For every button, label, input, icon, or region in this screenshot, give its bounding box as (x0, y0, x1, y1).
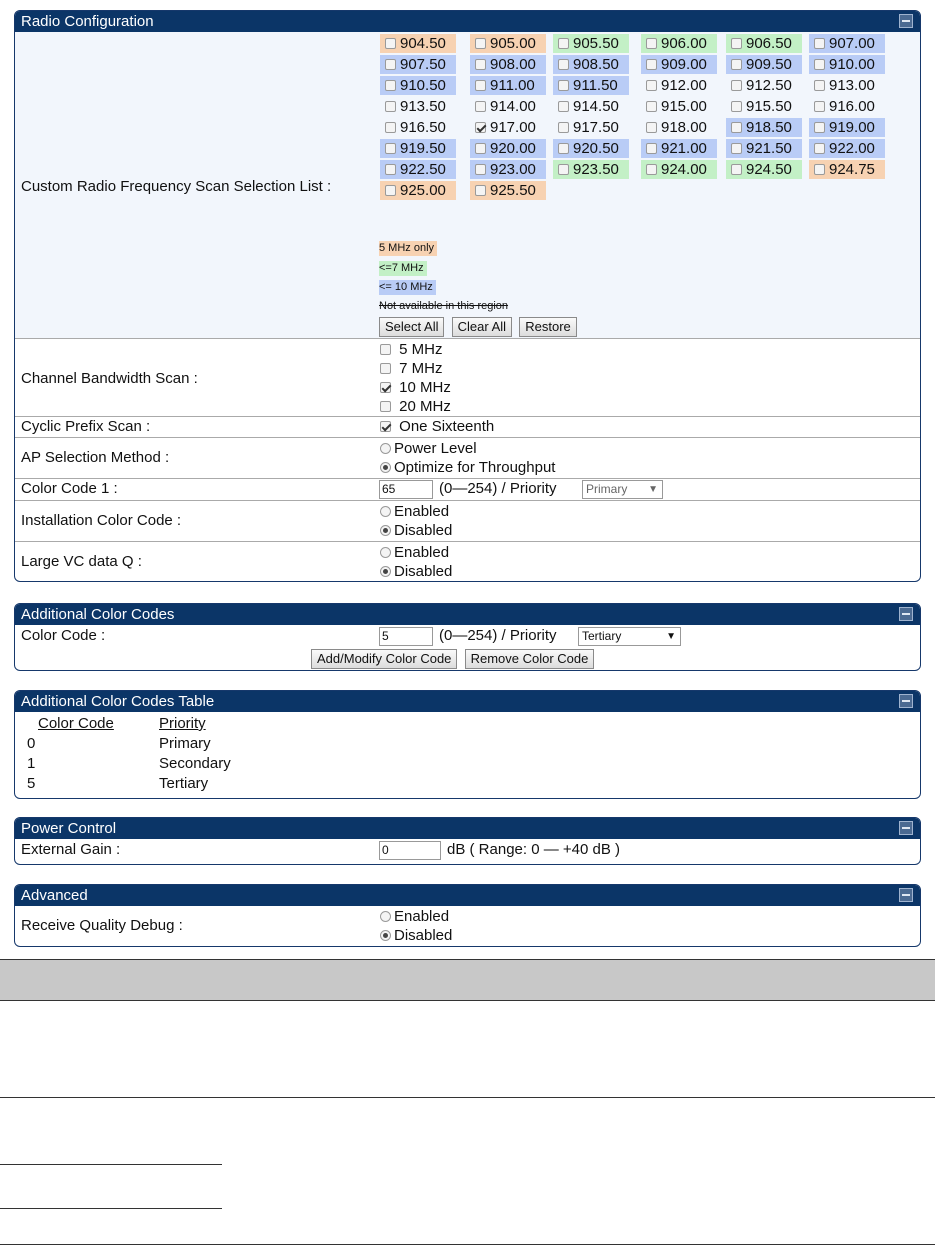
frequency-option[interactable] (380, 97, 456, 116)
power-control-panel (14, 817, 921, 865)
frequency-option[interactable] (809, 118, 885, 137)
checkbox-icon[interactable] (475, 185, 486, 196)
frequency-label: 907.00 (829, 35, 875, 52)
bandwidth-5mhz[interactable]: 5 MHz (380, 340, 451, 359)
frequency-label: 913.00 (829, 77, 875, 94)
radio-checked-icon[interactable] (380, 930, 391, 941)
panel-title: Power Control (21, 820, 117, 837)
frequency-label: 918.00 (661, 119, 707, 136)
checkbox-icon[interactable] (558, 122, 569, 133)
frequency-label: 920.50 (573, 140, 619, 157)
frequency-label: 924.00 (661, 161, 707, 178)
frequency-option[interactable] (726, 34, 802, 53)
bandwidth-7mhz[interactable]: 7 MHz (380, 359, 451, 378)
clear-all-button[interactable]: Clear All (452, 317, 512, 337)
additional-cc-label: Color Code : (21, 627, 106, 644)
color-codes-table (15, 712, 920, 798)
checkbox-checked-icon[interactable] (380, 382, 391, 393)
additional-cc-priority-select[interactable]: Tertiary ▼ (578, 627, 681, 646)
panel-title: Additional Color Codes (21, 606, 175, 623)
frequency-label: 922.50 (400, 161, 446, 178)
frequency-option[interactable] (726, 118, 802, 137)
table-divider (0, 1208, 222, 1209)
frequency-label: 912.50 (746, 77, 792, 94)
frequency-option[interactable] (470, 139, 546, 158)
checkbox-icon[interactable] (814, 59, 825, 70)
collapse-icon[interactable] (899, 821, 913, 835)
color-code-1-range: (0—254) / Priority (439, 480, 557, 497)
panel-header (15, 11, 920, 32)
collapse-icon[interactable] (899, 694, 913, 708)
color-codes-table-panel (14, 690, 921, 799)
frequency-label: 915.00 (661, 98, 707, 115)
dropdown-arrow-icon: ▼ (648, 484, 658, 495)
frequency-option[interactable] (641, 160, 717, 179)
frequency-label: 910.50 (400, 77, 446, 94)
receive-quality-disabled[interactable]: Disabled (380, 926, 452, 945)
panel-title: Advanced (21, 887, 88, 904)
frequency-label: 921.00 (661, 140, 707, 157)
checkbox-icon[interactable] (731, 143, 742, 154)
checkbox-icon[interactable] (814, 80, 825, 91)
frequency-option[interactable] (809, 160, 885, 179)
frequency-label: 914.50 (573, 98, 619, 115)
frequency-option[interactable] (470, 118, 546, 137)
ap-power-level-option[interactable]: Power Level (380, 439, 555, 458)
frequency-label: 905.00 (490, 35, 536, 52)
large-vc-disabled[interactable]: Disabled (380, 562, 452, 581)
frequency-option[interactable] (380, 160, 456, 179)
frequency-label: 917.50 (573, 119, 619, 136)
panel-header (15, 691, 920, 712)
table-divider (0, 1097, 935, 1098)
receive-quality-enabled[interactable]: Enabled (380, 907, 452, 926)
table-cell-priority: Tertiary (159, 775, 209, 792)
checkbox-icon[interactable] (475, 38, 486, 49)
ap-selection-label: AP Selection Method : (21, 449, 170, 466)
checkbox-icon[interactable] (814, 143, 825, 154)
table-cell-priority: Primary (159, 735, 211, 752)
checkbox-icon[interactable] (558, 143, 569, 154)
checkbox-icon[interactable] (814, 122, 825, 133)
checkbox-icon[interactable] (814, 38, 825, 49)
frequency-option[interactable] (641, 139, 717, 158)
checkbox-icon[interactable] (646, 164, 657, 175)
frequency-option[interactable] (553, 118, 629, 137)
checkbox-icon[interactable] (558, 101, 569, 112)
bandwidth-row (15, 339, 920, 417)
collapse-icon[interactable] (899, 888, 913, 902)
panel-header (15, 818, 920, 839)
external-gain-unit: dB ( Range: 0 — +40 dB ) (447, 841, 621, 858)
additional-cc-range: (0—254) / Priority (439, 627, 557, 644)
additional-cc-buttons (311, 649, 597, 669)
frequency-option[interactable] (380, 34, 456, 53)
checkbox-icon[interactable] (731, 80, 742, 91)
checkbox-icon[interactable] (814, 101, 825, 112)
color-code-1-label: Color Code 1 : (21, 480, 118, 497)
frequency-label: 925.50 (490, 182, 536, 199)
receive-quality-label: Receive Quality Debug : (21, 917, 183, 934)
checkbox-icon[interactable] (385, 143, 396, 154)
cyclic-prefix-label: Cyclic Prefix Scan : (21, 418, 151, 435)
additional-cc-input[interactable]: 5 (379, 627, 433, 646)
checkbox-icon[interactable] (646, 143, 657, 154)
checkbox-icon[interactable] (385, 80, 396, 91)
frequency-option[interactable] (380, 55, 456, 74)
frequency-option[interactable] (553, 55, 629, 74)
frequency-option[interactable] (809, 34, 885, 53)
remove-color-code-button[interactable]: Remove Color Code (465, 649, 595, 669)
frequency-label: 906.00 (661, 35, 707, 52)
column-header-priority: Priority (159, 715, 206, 732)
frequency-label: 924.50 (746, 161, 792, 178)
radio-icon[interactable] (380, 506, 391, 517)
checkbox-icon[interactable] (475, 143, 486, 154)
checkbox-icon[interactable] (385, 164, 396, 175)
frequency-option[interactable] (809, 97, 885, 116)
frequency-label: 909.50 (746, 56, 792, 73)
bandwidth-20mhz[interactable]: 20 MHz (380, 397, 451, 416)
frequency-option[interactable] (470, 97, 546, 116)
frequency-option[interactable] (380, 76, 456, 95)
frequency-option[interactable] (470, 34, 546, 53)
checkbox-icon[interactable] (731, 122, 742, 133)
frequency-option[interactable] (380, 139, 456, 158)
frequency-label: 904.50 (400, 35, 446, 52)
checkbox-checked-icon[interactable] (380, 421, 391, 432)
external-gain-label: External Gain : (21, 841, 121, 858)
table-cell-priority: Secondary (159, 755, 231, 772)
frequency-option[interactable] (553, 139, 629, 158)
checkbox-icon[interactable] (646, 59, 657, 70)
checkbox-icon[interactable] (385, 185, 396, 196)
checkbox-icon[interactable] (558, 80, 569, 91)
table-divider (0, 1164, 222, 1165)
panel-header (15, 885, 920, 906)
frequency-option[interactable] (809, 55, 885, 74)
installation-cc-row (15, 501, 920, 542)
panel-title: Radio Configuration (21, 13, 154, 30)
checkbox-icon[interactable] (814, 164, 825, 175)
cyclic-one-sixteenth[interactable]: One Sixteenth (380, 418, 494, 435)
table-divider (0, 1244, 935, 1245)
frequency-label: 911.50 (573, 77, 618, 94)
legend-7mhz: <=7 MHz (379, 261, 427, 276)
frequency-label: 917.00 (490, 119, 536, 136)
cyclic-prefix-row (15, 417, 920, 438)
frequency-label: 919.00 (829, 119, 875, 136)
frequency-label: 916.00 (829, 98, 875, 115)
frequency-option[interactable] (553, 160, 629, 179)
frequency-option[interactable] (553, 76, 629, 95)
table-cell-code: 5 (27, 775, 36, 792)
frequency-option[interactable] (470, 55, 546, 74)
frequency-option[interactable] (380, 118, 456, 137)
frequency-label: 906.50 (746, 35, 792, 52)
frequency-option[interactable] (380, 181, 456, 200)
color-code-1-input[interactable]: 65 (379, 480, 433, 499)
frequency-option[interactable] (641, 55, 717, 74)
panel-header (15, 604, 920, 625)
checkbox-icon[interactable] (731, 101, 742, 112)
checkbox-icon[interactable] (558, 164, 569, 175)
checkbox-icon[interactable] (475, 59, 486, 70)
radio-configuration-panel (14, 10, 921, 582)
checkbox-icon[interactable] (646, 38, 657, 49)
frequency-label: 908.50 (573, 56, 619, 73)
installation-cc-disabled[interactable]: Disabled (380, 521, 452, 540)
checkbox-icon[interactable] (385, 38, 396, 49)
checkbox-icon[interactable] (380, 344, 391, 355)
checkbox-icon[interactable] (646, 122, 657, 133)
frequency-option[interactable] (641, 118, 717, 137)
bandwidth-10mhz[interactable]: 10 MHz (380, 378, 451, 397)
frequency-option[interactable] (726, 97, 802, 116)
checkbox-icon[interactable] (646, 80, 657, 91)
frequency-label: 919.50 (400, 140, 446, 157)
scan-buttons (379, 317, 580, 337)
frequency-label: 914.00 (490, 98, 536, 115)
bandwidth-label: Channel Bandwidth Scan : (21, 370, 198, 387)
frequency-option[interactable] (641, 34, 717, 53)
frequency-label: 912.00 (661, 77, 707, 94)
frequency-option[interactable] (726, 55, 802, 74)
installation-cc-enabled[interactable]: Enabled (380, 502, 452, 521)
color-code-1-priority-select[interactable]: Primary ▼ (582, 480, 663, 499)
checkbox-icon[interactable] (731, 164, 742, 175)
radio-icon[interactable] (380, 547, 391, 558)
frequency-label: 918.50 (746, 119, 792, 136)
frequency-option[interactable] (470, 160, 546, 179)
frequency-option[interactable] (641, 97, 717, 116)
external-gain-input[interactable]: 0 (379, 841, 441, 860)
frequency-label: 916.50 (400, 119, 446, 136)
frequency-label: 924.75 (829, 161, 875, 178)
advanced-panel (14, 884, 921, 947)
checkbox-checked-icon[interactable] (475, 122, 486, 133)
radio-checked-icon[interactable] (380, 525, 391, 536)
installation-cc-label: Installation Color Code : (21, 512, 182, 529)
frequency-label: 913.50 (400, 98, 446, 115)
legend-not-available: Not available in this region (379, 300, 509, 312)
radio-icon[interactable] (380, 443, 391, 454)
checkbox-icon[interactable] (385, 122, 396, 133)
checkbox-icon[interactable] (731, 59, 742, 70)
large-vc-row (15, 542, 920, 582)
restore-button[interactable]: Restore (519, 317, 577, 337)
ap-selection-row (15, 438, 920, 479)
checkbox-icon[interactable] (558, 59, 569, 70)
checkbox-icon[interactable] (380, 363, 391, 374)
select-all-button[interactable]: Select All (379, 317, 444, 337)
frequency-label: 905.50 (573, 35, 619, 52)
legend-10mhz: <= 10 MHz (379, 280, 436, 295)
frequency-label: 921.50 (746, 140, 792, 157)
frequency-option[interactable] (641, 76, 717, 95)
legend-5mhz: 5 MHz only (379, 241, 437, 256)
frequency-label: 907.50 (400, 56, 446, 73)
radio-checked-icon[interactable] (380, 462, 391, 473)
add-modify-color-code-button[interactable]: Add/Modify Color Code (311, 649, 457, 669)
scan-list-row (15, 32, 920, 339)
table-header-bar (0, 959, 935, 1001)
collapse-icon[interactable] (899, 14, 913, 28)
table-cell-code: 1 (27, 755, 36, 772)
frequency-label: 925.00 (400, 182, 446, 199)
checkbox-icon[interactable] (380, 401, 391, 412)
frequency-option[interactable] (726, 139, 802, 158)
frequency-option[interactable] (470, 181, 546, 200)
checkbox-icon[interactable] (558, 38, 569, 49)
checkbox-icon[interactable] (731, 38, 742, 49)
checkbox-icon[interactable] (646, 101, 657, 112)
panel-title: Additional Color Codes Table (21, 693, 215, 710)
collapse-icon[interactable] (899, 607, 913, 621)
large-vc-enabled[interactable]: Enabled (380, 543, 452, 562)
frequency-label: 915.50 (746, 98, 792, 115)
checkbox-icon[interactable] (475, 80, 486, 91)
frequency-label: 908.00 (490, 56, 536, 73)
frequency-label: 923.50 (573, 161, 619, 178)
frequency-option[interactable] (726, 160, 802, 179)
checkbox-icon[interactable] (385, 59, 396, 70)
frequency-label: 920.00 (490, 140, 536, 157)
frequency-label: 911.00 (490, 77, 535, 94)
large-vc-label: Large VC data Q : (21, 553, 142, 570)
scan-list-label: Custom Radio Frequency Scan Selection List : (21, 178, 332, 195)
ap-optimize-option[interactable]: Optimize for Throughput (380, 458, 555, 477)
radio-icon[interactable] (380, 911, 391, 922)
frequency-option[interactable] (809, 76, 885, 95)
additional-color-codes-panel (14, 603, 921, 671)
frequency-option[interactable] (809, 139, 885, 158)
checkbox-icon[interactable] (385, 101, 396, 112)
frequency-label: 923.00 (490, 161, 536, 178)
table-cell-code: 0 (27, 735, 36, 752)
dropdown-arrow-icon: ▼ (666, 631, 676, 642)
column-header-color-code: Color Code (38, 715, 114, 732)
frequency-option[interactable] (553, 97, 629, 116)
frequency-option[interactable] (726, 76, 802, 95)
frequency-label: 922.00 (829, 140, 875, 157)
checkbox-icon[interactable] (475, 101, 486, 112)
color-code-1-row (15, 479, 920, 501)
frequency-label: 910.00 (829, 56, 875, 73)
radio-checked-icon[interactable] (380, 566, 391, 577)
frequency-label: 909.00 (661, 56, 707, 73)
checkbox-icon[interactable] (475, 164, 486, 175)
frequency-option[interactable] (470, 76, 546, 95)
frequency-option[interactable] (553, 34, 629, 53)
